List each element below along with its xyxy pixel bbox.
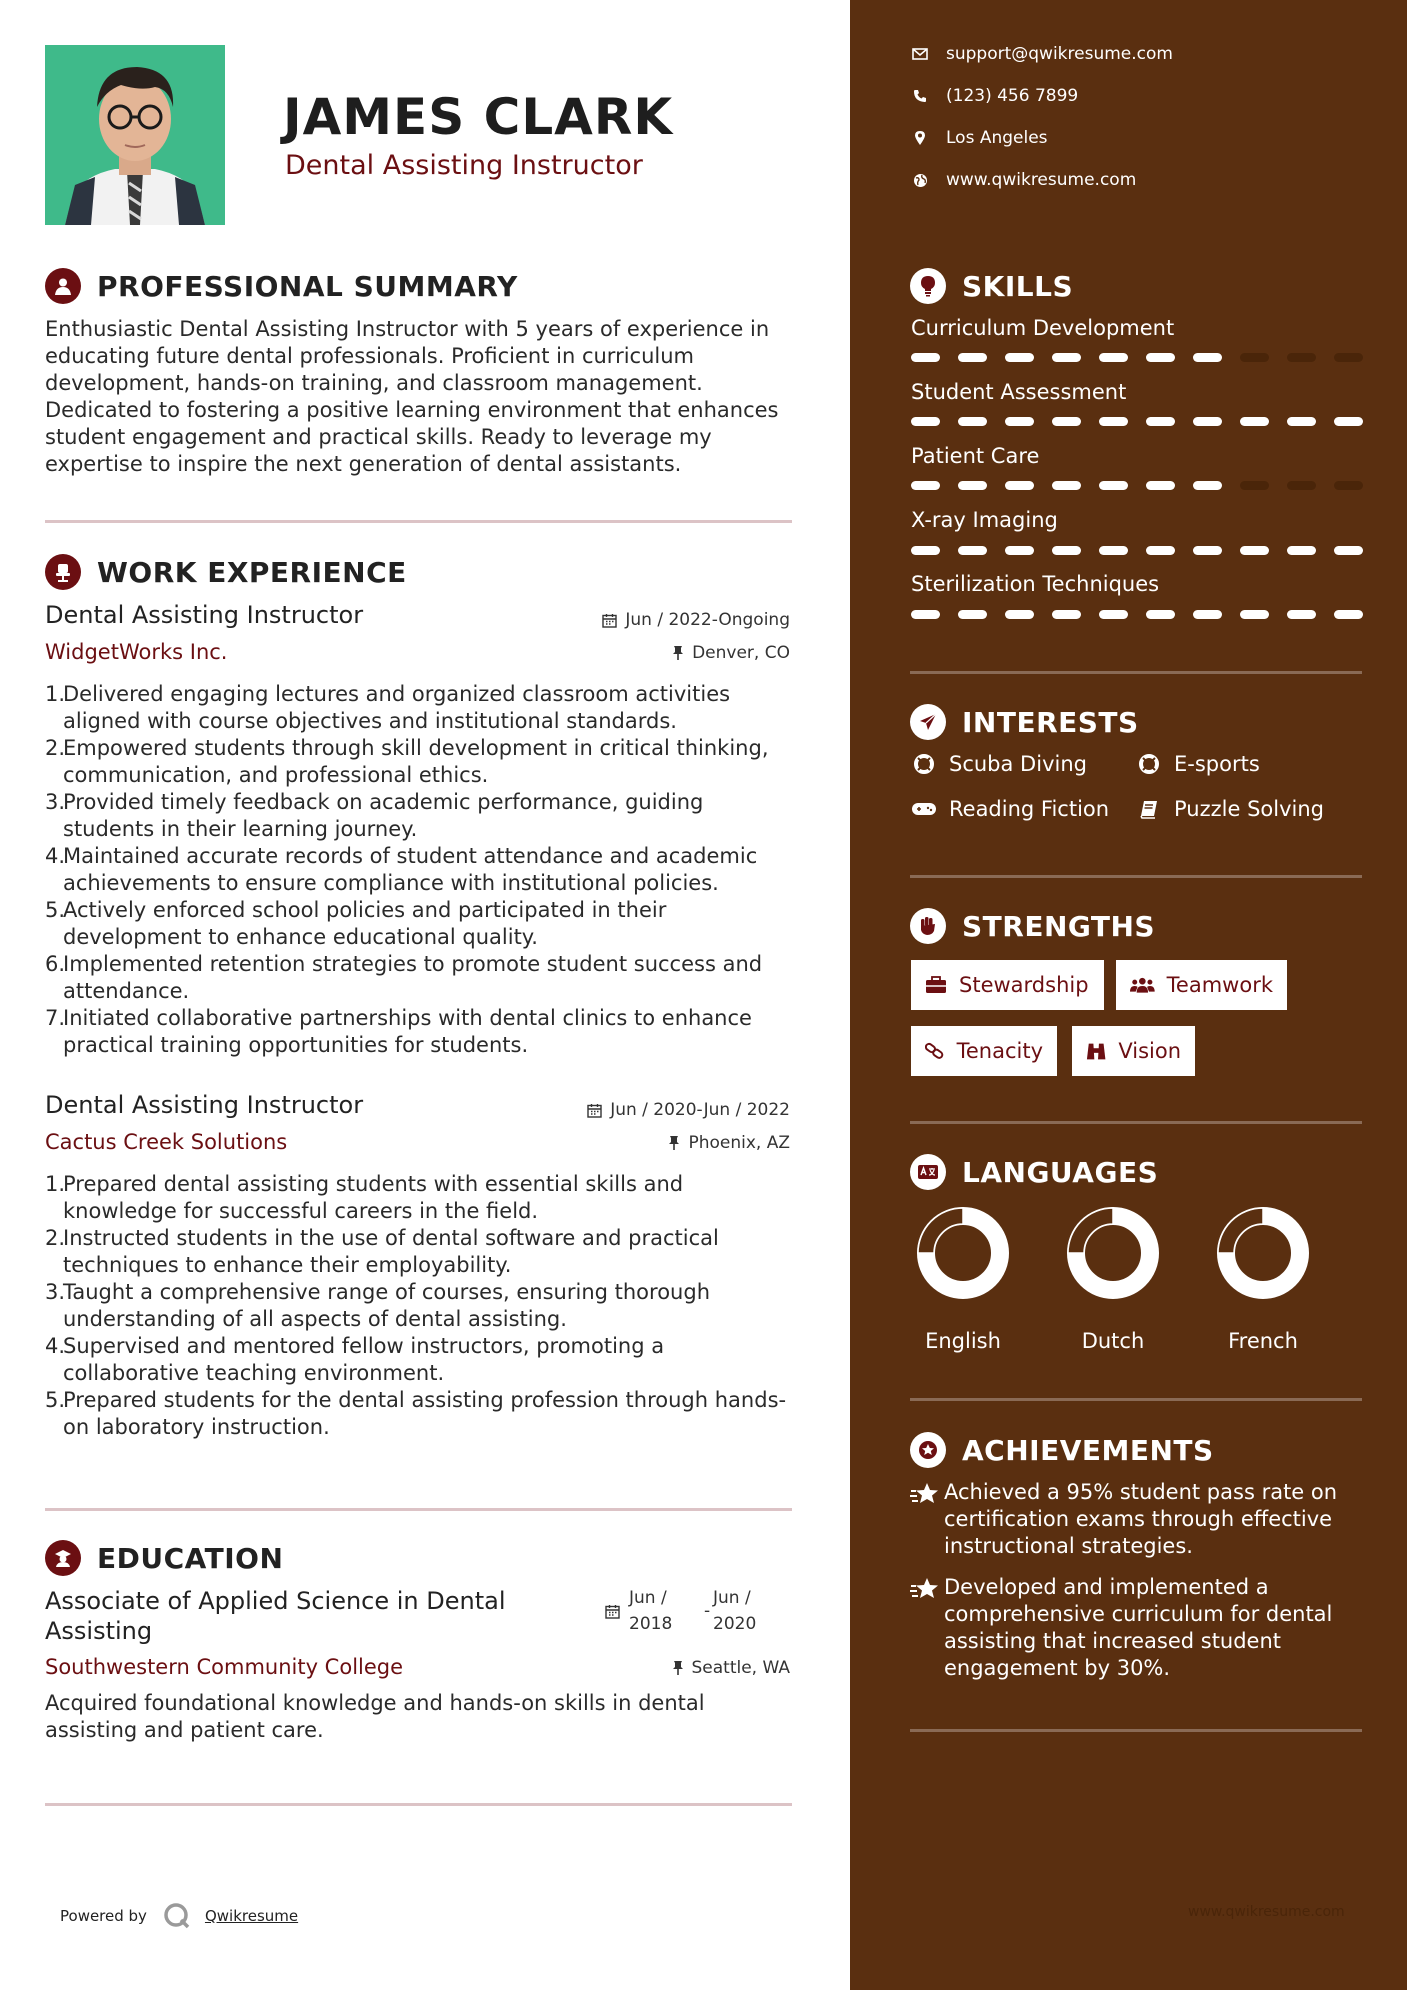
skill-segment — [1334, 610, 1363, 619]
qwikresume-logo-icon — [163, 1902, 191, 1930]
company-name: WidgetWorks Inc. — [45, 640, 228, 664]
skill-segment — [1052, 353, 1081, 362]
candidate-title: Dental Assisting Instructor — [285, 150, 643, 181]
envelope-icon — [912, 48, 928, 60]
language-remaining-arc — [918, 1208, 963, 1253]
skill-level-bar — [911, 353, 1381, 362]
job-location — [668, 1133, 790, 1153]
skill-segment — [1240, 353, 1269, 362]
skill-segment — [958, 481, 987, 490]
contact-website-text: www.qwikresume.com — [946, 170, 1137, 190]
interest-item — [1136, 752, 1260, 776]
duty-item: 6. Implemented retention strategies to promote student success and attendance. — [45, 952, 763, 1003]
education-dates: Jun / 2018 - Jun / 2020 — [605, 1588, 795, 1638]
section-divider — [910, 1729, 1362, 1732]
interest-label: Scuba Diving — [949, 752, 1087, 776]
strength-badge — [911, 1026, 1057, 1076]
chair-icon — [45, 554, 81, 590]
language-item — [903, 1207, 1023, 1353]
skill-level-bar — [911, 610, 1381, 619]
skill-segment — [1052, 546, 1081, 555]
users-icon — [1130, 976, 1155, 994]
skill-segment — [1240, 417, 1269, 426]
skill-segment — [911, 353, 940, 362]
language-level-ring — [1203, 1207, 1323, 1307]
languages-title: LANGUAGES — [962, 1155, 1159, 1189]
skill-label: Student Assessment — [911, 380, 1127, 404]
skill-segment — [911, 481, 940, 490]
contact-phone-text: (123) 456 7899 — [946, 86, 1079, 106]
section-divider — [910, 671, 1362, 674]
language-remaining-arc — [1068, 1208, 1113, 1253]
binoculars-icon — [1086, 1041, 1106, 1061]
strength-badge — [1116, 960, 1287, 1010]
achievement-text: Achieved a 95% student pass rate on certification exams through effective instructional strategies. — [944, 1480, 1338, 1558]
achievements-title: ACHIEVEMENTS — [962, 1433, 1214, 1467]
skill-segment — [1240, 481, 1269, 490]
skill-segment — [1287, 610, 1316, 619]
summary-line: development, hands-on training, and classroom management. — [45, 371, 703, 395]
education-heading — [45, 1540, 283, 1576]
job-dates — [587, 1100, 790, 1120]
summary-heading — [45, 268, 518, 304]
job-dates-text: Jun / 2022-Ongoing — [625, 610, 790, 630]
skill-segment — [1146, 610, 1175, 619]
skill-segment — [1193, 481, 1222, 490]
job-title: Dental Assisting Instructor — [45, 1091, 364, 1119]
skill-segment — [1287, 353, 1316, 362]
skill-segment — [1146, 546, 1175, 555]
link-icon — [925, 1042, 945, 1060]
summary-line: Enthusiastic Dental Assisting Instructor with 5 years of experience in — [45, 317, 770, 341]
summary-line: educating future dental professionals. Proficient in curriculum — [45, 344, 695, 368]
profile-photo — [45, 45, 225, 225]
skill-segment — [911, 417, 940, 426]
interest-label: Puzzle Solving — [1174, 797, 1324, 821]
duty-item: 4. Supervised and mentored fellow instructors, promoting a collaborative teaching environment. — [45, 1334, 665, 1385]
skill-segment — [911, 610, 940, 619]
skill-segment — [1099, 610, 1128, 619]
skill-segment — [1052, 610, 1081, 619]
skill-segment — [1334, 481, 1363, 490]
duty-item: 1. Prepared dental assisting students with essential skills and knowledge for successful careers in the field. — [45, 1172, 684, 1223]
skill-segment — [1099, 417, 1128, 426]
interest-item — [911, 797, 1109, 821]
school-location — [672, 1658, 791, 1678]
skill-level-bar — [911, 417, 1381, 426]
section-divider — [910, 1121, 1362, 1124]
degree-name: Associate of Applied Science in Dental Assisting — [45, 1587, 506, 1645]
education-title: EDUCATION — [97, 1541, 284, 1575]
skill-segment — [1146, 353, 1175, 362]
strengths-title: STRENGTHS — [962, 909, 1156, 943]
skill-segment — [1334, 417, 1363, 426]
contact-email[interactable] — [910, 44, 1173, 64]
language-label: French — [1228, 1329, 1298, 1353]
strength-badge — [911, 960, 1104, 1010]
duty-item: 5. Actively enforced school policies and participated in their development to enhance educational quality. — [45, 898, 667, 949]
skill-segment — [1287, 481, 1316, 490]
graduate-icon — [45, 1540, 81, 1576]
skill-segment — [1240, 546, 1269, 555]
skill-segment — [1193, 417, 1222, 426]
skill-label: Patient Care — [911, 444, 1040, 468]
interest-label: E-sports — [1174, 752, 1260, 776]
duty-item: 2. Empowered students through skill development in critical thinking, communication, and professional ethics. — [45, 736, 769, 787]
summary-title: PROFESSIONAL SUMMARY — [97, 269, 518, 303]
skill-segment — [1193, 353, 1222, 362]
contact-phone[interactable] — [910, 86, 1078, 106]
skill-segment — [1193, 546, 1222, 555]
duty-item: 3. Provided timely feedback on academic performance, guiding students in their learning journey. — [45, 790, 704, 841]
experience-heading — [45, 554, 407, 590]
languages-heading — [910, 1154, 1158, 1190]
skill-segment — [1005, 481, 1034, 490]
strength-label: Stewardship — [959, 973, 1089, 997]
summary-line: student engagement and practical skills. Ready to leverage my — [45, 425, 712, 449]
company-name: Cactus Creek Solutions — [45, 1130, 288, 1154]
book-icon — [1139, 799, 1159, 819]
skill-segment — [1334, 353, 1363, 362]
gamepad-icon — [911, 801, 937, 817]
section-divider — [45, 1508, 792, 1511]
language-level-ring — [1053, 1207, 1173, 1307]
skill-segment — [958, 417, 987, 426]
section-divider — [910, 1398, 1362, 1401]
skill-segment — [1005, 610, 1034, 619]
language-remaining-arc — [1218, 1208, 1263, 1253]
job-title: Dental Assisting Instructor — [45, 601, 364, 629]
interests-title: INTERESTS — [962, 705, 1139, 739]
skills-heading — [910, 268, 1073, 304]
section-divider — [45, 1803, 792, 1806]
star-icon — [910, 1481, 940, 1507]
interest-item — [1136, 797, 1324, 821]
job-dates-text: Jun / 2020-Jun / 2022 — [610, 1100, 790, 1120]
skill-segment — [1005, 353, 1034, 362]
powered-by-label: Powered by — [60, 1907, 147, 1925]
qwikresume-link[interactable]: Qwikresume — [204, 1907, 299, 1925]
strengths-heading — [910, 908, 1155, 944]
section-divider — [45, 520, 792, 523]
skill-segment — [1099, 353, 1128, 362]
skill-segment — [1052, 481, 1081, 490]
globe-icon — [913, 173, 928, 188]
language-label: English — [925, 1329, 1001, 1353]
candidate-name: JAMES CLARK — [283, 88, 674, 146]
paper-plane-icon — [910, 704, 946, 740]
language-item — [1053, 1207, 1173, 1353]
duty-item: 7. Initiated collaborative partnerships with dental clinics to enhance practical training opportunities for students. — [45, 1006, 752, 1057]
duty-item: 3. Taught a comprehensive range of courses, ensuring thorough understanding of all aspects of dental assisting. — [45, 1280, 711, 1331]
skill-segment — [958, 610, 987, 619]
education-desc: Acquired foundational knowledge and hands-on skills in dental assisting and patient care. — [45, 1691, 705, 1742]
skill-segment — [1193, 610, 1222, 619]
skill-segment — [1052, 417, 1081, 426]
contact-location — [910, 128, 1048, 148]
skill-segment — [1287, 417, 1316, 426]
skill-segment — [1099, 546, 1128, 555]
achievements-heading — [910, 1432, 1214, 1468]
section-divider — [910, 875, 1362, 878]
lifebuoy-icon — [1138, 753, 1160, 775]
skill-label: Curriculum Development — [911, 316, 1175, 340]
skill-segment — [1146, 417, 1175, 426]
skill-level-bar — [911, 481, 1381, 490]
school-location-text: Seattle, WA — [691, 1658, 790, 1678]
job-location-text: Denver, CO — [692, 643, 790, 663]
footer-watermark: www.qwikresume.com — [1188, 1904, 1345, 1920]
language-label: Dutch — [1081, 1329, 1145, 1353]
skill-segment — [958, 353, 987, 362]
strength-label: Tenacity — [956, 1039, 1043, 1063]
school-name: Southwestern Community College — [45, 1655, 404, 1679]
star-icon — [910, 1576, 940, 1602]
job-location — [672, 643, 790, 663]
summary-text — [45, 316, 795, 478]
sidebar-column — [850, 0, 1407, 1990]
skill-segment — [1146, 481, 1175, 490]
lightbulb-icon — [910, 268, 946, 304]
interest-item — [911, 752, 1087, 776]
duty-item: 4. Maintained accurate records of student attendance and academic achievements to ensure compliance with institutional policies. — [45, 844, 758, 895]
language-item — [1203, 1207, 1323, 1353]
skills-title: SKILLS — [962, 269, 1074, 303]
strength-label: Vision — [1118, 1039, 1181, 1063]
achievement-item — [910, 1574, 1360, 1682]
job-location-text: Phoenix, AZ — [688, 1133, 790, 1153]
skill-segment — [1005, 417, 1034, 426]
pin-icon — [672, 645, 684, 661]
achievement-item — [910, 1479, 1360, 1560]
strength-badge — [1072, 1026, 1195, 1076]
duty-item: 5. Prepared students for the dental assisting profession through hands- on laboratory instruction. — [45, 1388, 787, 1439]
fist-icon — [910, 908, 946, 944]
language-level-ring — [903, 1207, 1023, 1307]
skill-segment — [1287, 546, 1316, 555]
star-badge-icon — [910, 1432, 946, 1468]
briefcase-icon — [925, 976, 947, 994]
strength-label: Teamwork — [1166, 973, 1273, 997]
calendar-icon — [605, 1604, 620, 1619]
powered-by — [60, 1902, 298, 1930]
contact-website[interactable] — [910, 170, 1136, 190]
skill-segment — [911, 546, 940, 555]
skill-segment — [1005, 546, 1034, 555]
map-marker-icon — [914, 130, 926, 146]
interests-heading — [910, 704, 1139, 740]
skill-label: Sterilization Techniques — [911, 572, 1160, 596]
job-duties — [45, 1171, 805, 1441]
skill-level-bar — [911, 546, 1381, 555]
user-icon — [45, 268, 81, 304]
pin-icon — [672, 1660, 684, 1676]
interest-label: Reading Fiction — [949, 797, 1110, 821]
job-dates — [602, 610, 790, 630]
skill-segment — [958, 546, 987, 555]
skill-segment — [1099, 481, 1128, 490]
summary-line: expertise to inspire the next generation of dental assistants. — [45, 452, 682, 476]
summary-line: Dedicated to fostering a positive learning environment that enhances — [45, 398, 779, 422]
language-icon — [910, 1154, 946, 1190]
duty-item: 2. Instructed students in the use of dental software and practical techniques to enhance their employability. — [45, 1226, 719, 1277]
skill-label: X-ray Imaging — [911, 508, 1058, 532]
contact-location-text: Los Angeles — [946, 128, 1048, 148]
duty-item: 1. Delivered engaging lectures and organized classroom activities aligned with course objectives and institutional standards. — [45, 682, 731, 733]
pin-icon — [668, 1135, 680, 1151]
achievement-text: Developed and implemented a comprehensive curriculum for dental assisting that increased student engagement by 30%. — [944, 1575, 1333, 1680]
skill-segment — [1240, 610, 1269, 619]
lifebuoy-icon — [913, 753, 935, 775]
skill-segment — [1334, 546, 1363, 555]
contact-email-text: support@qwikresume.com — [946, 44, 1173, 64]
experience-title: WORK EXPERIENCE — [97, 555, 407, 589]
calendar-icon — [602, 613, 617, 628]
calendar-icon — [587, 1103, 602, 1118]
phone-icon — [913, 89, 927, 103]
job-duties — [45, 681, 805, 1059]
